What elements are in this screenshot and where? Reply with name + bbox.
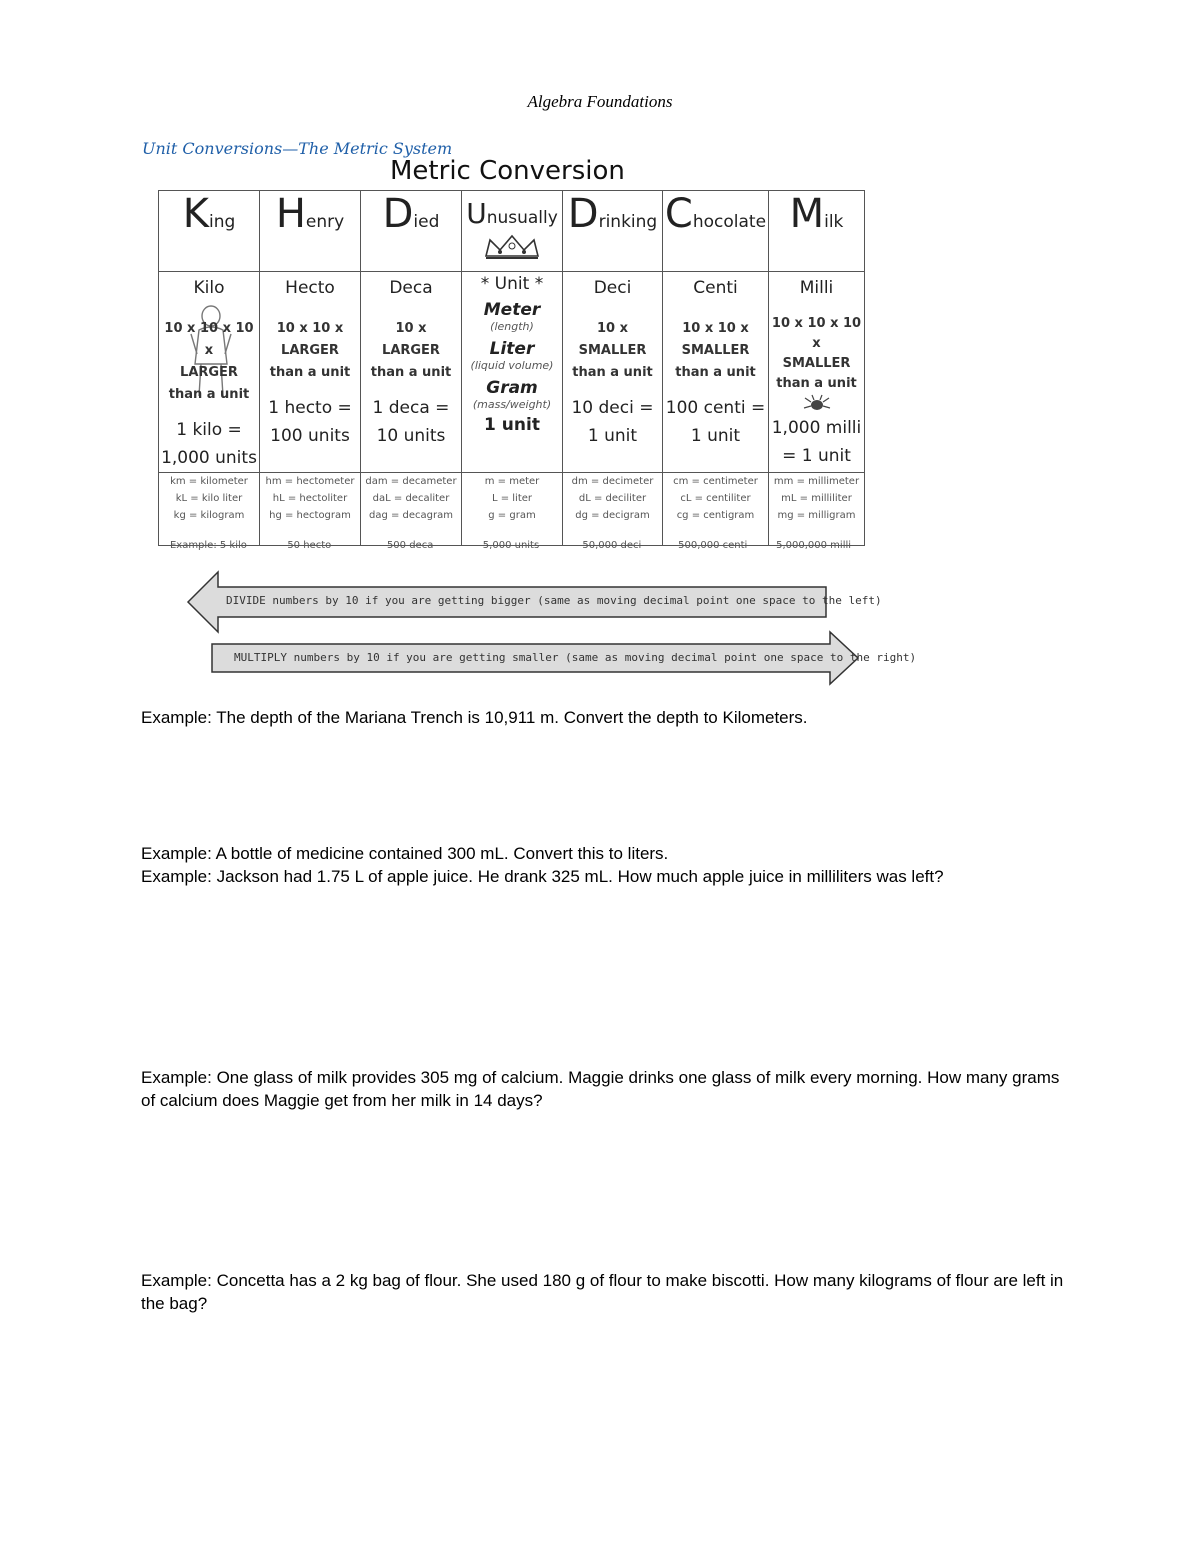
chart-examples-row: Example: 5 kilo 50 hecto 500 deca 5,000 units 50,000 deci 500,000 centi 5,000,000 milli — [169, 540, 852, 551]
abbr-unit: m = meter L = liter g = gram — [462, 473, 563, 546]
prefix-milli-cell: Milli 10 x 10 x 10 x SMALLER than a unit 1,000 milli = 1 unit — [769, 272, 865, 473]
section-subtitle: Unit Conversions—The Metric System — [142, 139, 453, 158]
crown-icon — [462, 232, 562, 264]
mnemonic-henry: Henry — [260, 191, 361, 272]
prefix-hecto-cell: Hecto 10 x 10 x LARGER than a unit 1 hecto = 100 units — [260, 272, 361, 473]
example-1: Example: The depth of the Mariana Trench is 10,911 m. Convert the depth to Kilometers. — [141, 708, 808, 727]
chart-title: Metric Conversion — [390, 156, 625, 186]
mnemonic-chocolate: Chocolate — [663, 191, 769, 272]
mnemonic-king: King — [159, 191, 260, 272]
multiply-arrow-text: MULTIPLY numbers by 10 if you are getting smaller (same as moving decimal point one space to the right) — [234, 651, 917, 664]
prefix-deca-cell: Deca 10 x LARGER than a unit 1 deca = 10 units — [361, 272, 462, 473]
mnemonic-milk: Milk — [769, 191, 865, 272]
abbr-kilo: km = kilometer kL = kilo liter kg = kilogram — [159, 473, 260, 546]
abbr-deci: dm = decimeter dL = deciliter dg = decigram — [563, 473, 663, 546]
example-4: Example: One glass of milk provides 305 mg of calcium. Maggie drinks one glass of milk every morning. How many grams of calcium does Maggie get from her milk in 14 days? — [141, 1068, 1060, 1110]
abbr-milli: mm = millimeter mL = milliliter mg = milligram — [769, 473, 865, 546]
abbr-centi: cm = centimeter cL = centiliter cg = centigram — [663, 473, 769, 546]
prefix-deci-cell: Deci 10 x SMALLER than a unit 10 deci = 1 unit — [563, 272, 663, 473]
abbr-deca: dam = decameter daL = decaliter dag = decagram — [361, 473, 462, 546]
mnemonic-unusually: Unusually — [462, 191, 563, 272]
prefix-centi-cell: Centi 10 x 10 x SMALLER than a unit 100 centi = 1 unit — [663, 272, 769, 473]
divide-arrow-text: DIVIDE numbers by 10 if you are getting bigger (same as moving decimal point one space to the left) — [226, 594, 882, 607]
kilo-multiplier: 10 x 10 x 10 x LARGER than a unit — [164, 321, 254, 402]
bug-icon — [802, 394, 832, 414]
example-3: Example: Jackson had 1.75 L of apple juice. He drank 325 mL. How much apple juice in milliliters was left? — [141, 867, 944, 886]
abbr-hecto: hm = hectometer hL = hectoliter hg = hectogram — [260, 473, 361, 546]
mnemonic-drinking: Drinking — [563, 191, 663, 272]
kilo-equation: 1 kilo = 1,000 units — [161, 420, 257, 468]
base-unit-cell: * Unit * Meter (length) Liter (liquid volume) Gram (mass/weight) 1 unit — [462, 272, 563, 473]
page-header: Algebra Foundations — [527, 92, 673, 111]
prefix-kilo-cell: Kilo 10 x 10 x 10 x LARGER than a unit 1 kilo = 1,000 units — [159, 272, 260, 473]
example-2: Example: A bottle of medicine contained 300 mL. Convert this to liters. — [141, 844, 669, 863]
example-5: Example: Concetta has a 2 kg bag of flour. She used 180 g of flour to make biscotti. How many kilograms of flour are left in the bag? — [141, 1271, 1064, 1313]
mnemonic-died: Died — [361, 191, 462, 272]
metric-conversion-table — [158, 190, 865, 546]
